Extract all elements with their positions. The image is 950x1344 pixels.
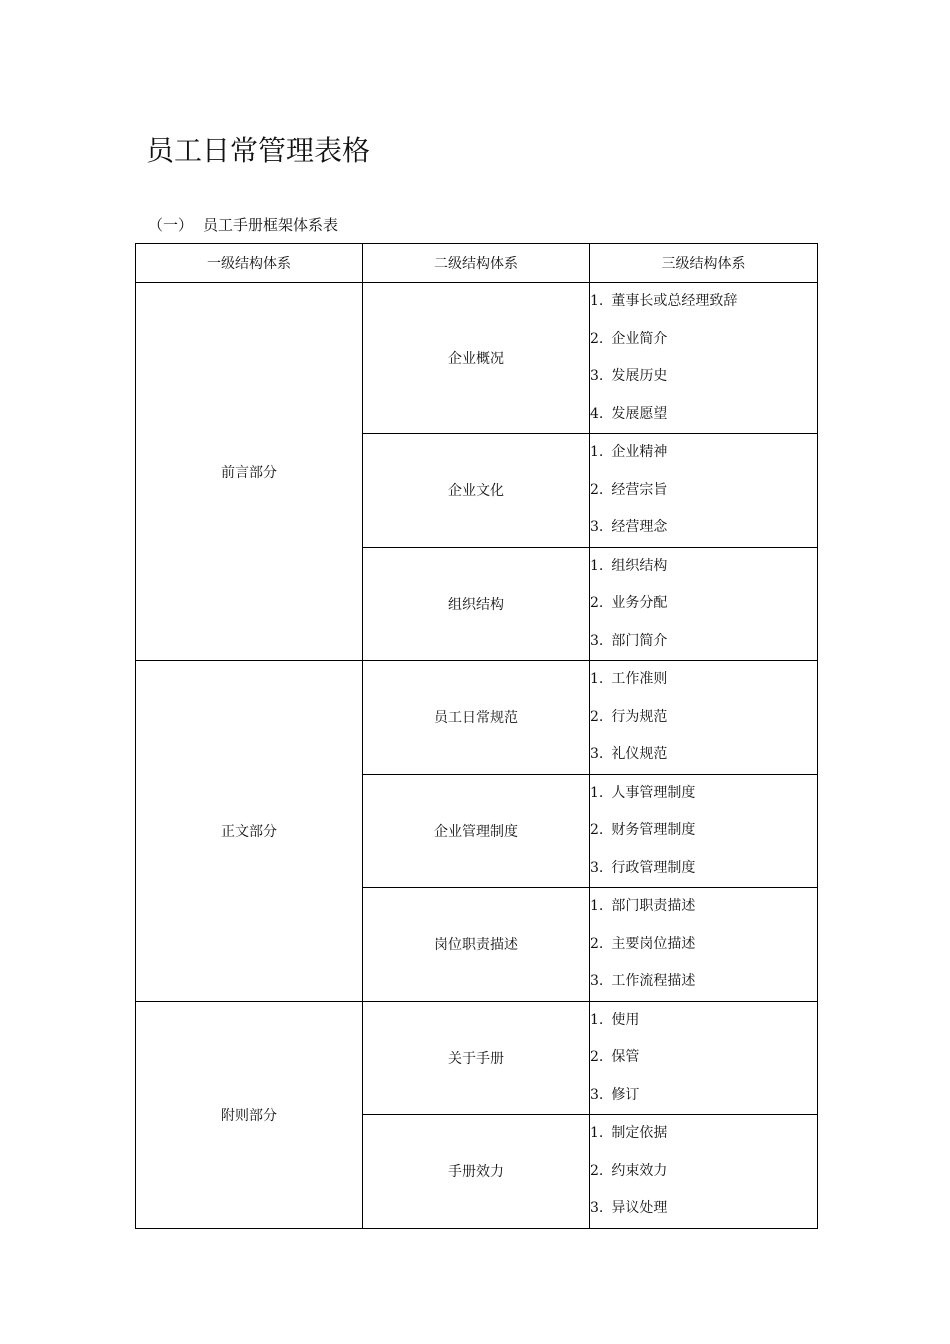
header-level2: 二级结构体系 — [363, 244, 590, 283]
level2-cell: 岗位职责描述 — [363, 888, 590, 1002]
list-item: 3. 异议处理 — [590, 1200, 668, 1216]
table-row — [136, 1001, 818, 1115]
header-level3: 三级结构体系 — [590, 244, 818, 283]
header-level1: 一级结构体系 — [136, 244, 363, 283]
table-row — [136, 283, 818, 434]
table-header-row — [136, 244, 818, 283]
list-item: 2. 财务管理制度 — [590, 822, 696, 838]
level2-cell: 企业概况 — [363, 283, 590, 434]
section-title — [148, 213, 338, 237]
level1-cell: 附则部分 — [136, 1001, 363, 1228]
level2-cell: 企业文化 — [363, 434, 590, 548]
table-row — [136, 661, 818, 775]
list-item: 3. 礼仪规范 — [590, 746, 668, 762]
level1-cell: 正文部分 — [136, 661, 363, 1002]
list-item: 3. 部门简介 — [590, 632, 668, 649]
list-item: 2. 行为规范 — [590, 708, 668, 725]
level3-list — [590, 888, 818, 1002]
section-number: （一） — [148, 216, 194, 234]
section-title-text: 员工手册框架体系表 — [203, 216, 339, 234]
list-item: 1. 制定依据 — [590, 1125, 668, 1141]
level3-list — [590, 774, 818, 888]
level2-cell: 组织结构 — [363, 547, 590, 661]
list-item: 3. 行政管理制度 — [590, 859, 696, 876]
list-item: 2. 经营宗旨 — [590, 481, 668, 498]
list-item: 3. 发展历史 — [590, 368, 668, 384]
level3-list — [590, 1115, 818, 1229]
list-item: 1. 工作准则 — [590, 671, 668, 687]
list-item: 2. 保管 — [590, 1049, 640, 1065]
level3-list — [590, 1001, 818, 1115]
level3-list — [590, 661, 818, 775]
list-item: 1. 组织结构 — [590, 557, 668, 574]
level3-list — [590, 434, 818, 548]
list-item: 2. 企业简介 — [590, 330, 668, 347]
list-item: 2. 约束效力 — [590, 1162, 668, 1179]
list-item: 1. 人事管理制度 — [590, 784, 696, 801]
list-item: 3. 修订 — [590, 1086, 640, 1103]
list-item: 3. 经营理念 — [590, 519, 668, 535]
level2-cell: 员工日常规范 — [363, 661, 590, 775]
level3-list — [590, 547, 818, 661]
list-item: 1. 董事长或总经理致辞 — [590, 293, 738, 309]
level3-list — [590, 283, 818, 434]
level2-cell: 关于手册 — [363, 1001, 590, 1115]
handbook-framework-table — [135, 243, 818, 1229]
list-item: 2. 主要岗位描述 — [590, 935, 696, 952]
level1-cell: 前言部分 — [136, 283, 363, 661]
level2-cell: 企业管理制度 — [363, 774, 590, 888]
list-item: 3. 工作流程描述 — [590, 973, 696, 989]
page-title: 员工日常管理表格 — [146, 134, 371, 167]
list-item: 1. 部门职责描述 — [590, 898, 696, 914]
list-item: 1. 使用 — [590, 1011, 640, 1028]
list-item: 1. 企业精神 — [590, 444, 668, 460]
level2-cell: 手册效力 — [363, 1115, 590, 1229]
list-item: 2. 业务分配 — [590, 595, 668, 611]
list-item: 4. 发展愿望 — [590, 405, 668, 422]
